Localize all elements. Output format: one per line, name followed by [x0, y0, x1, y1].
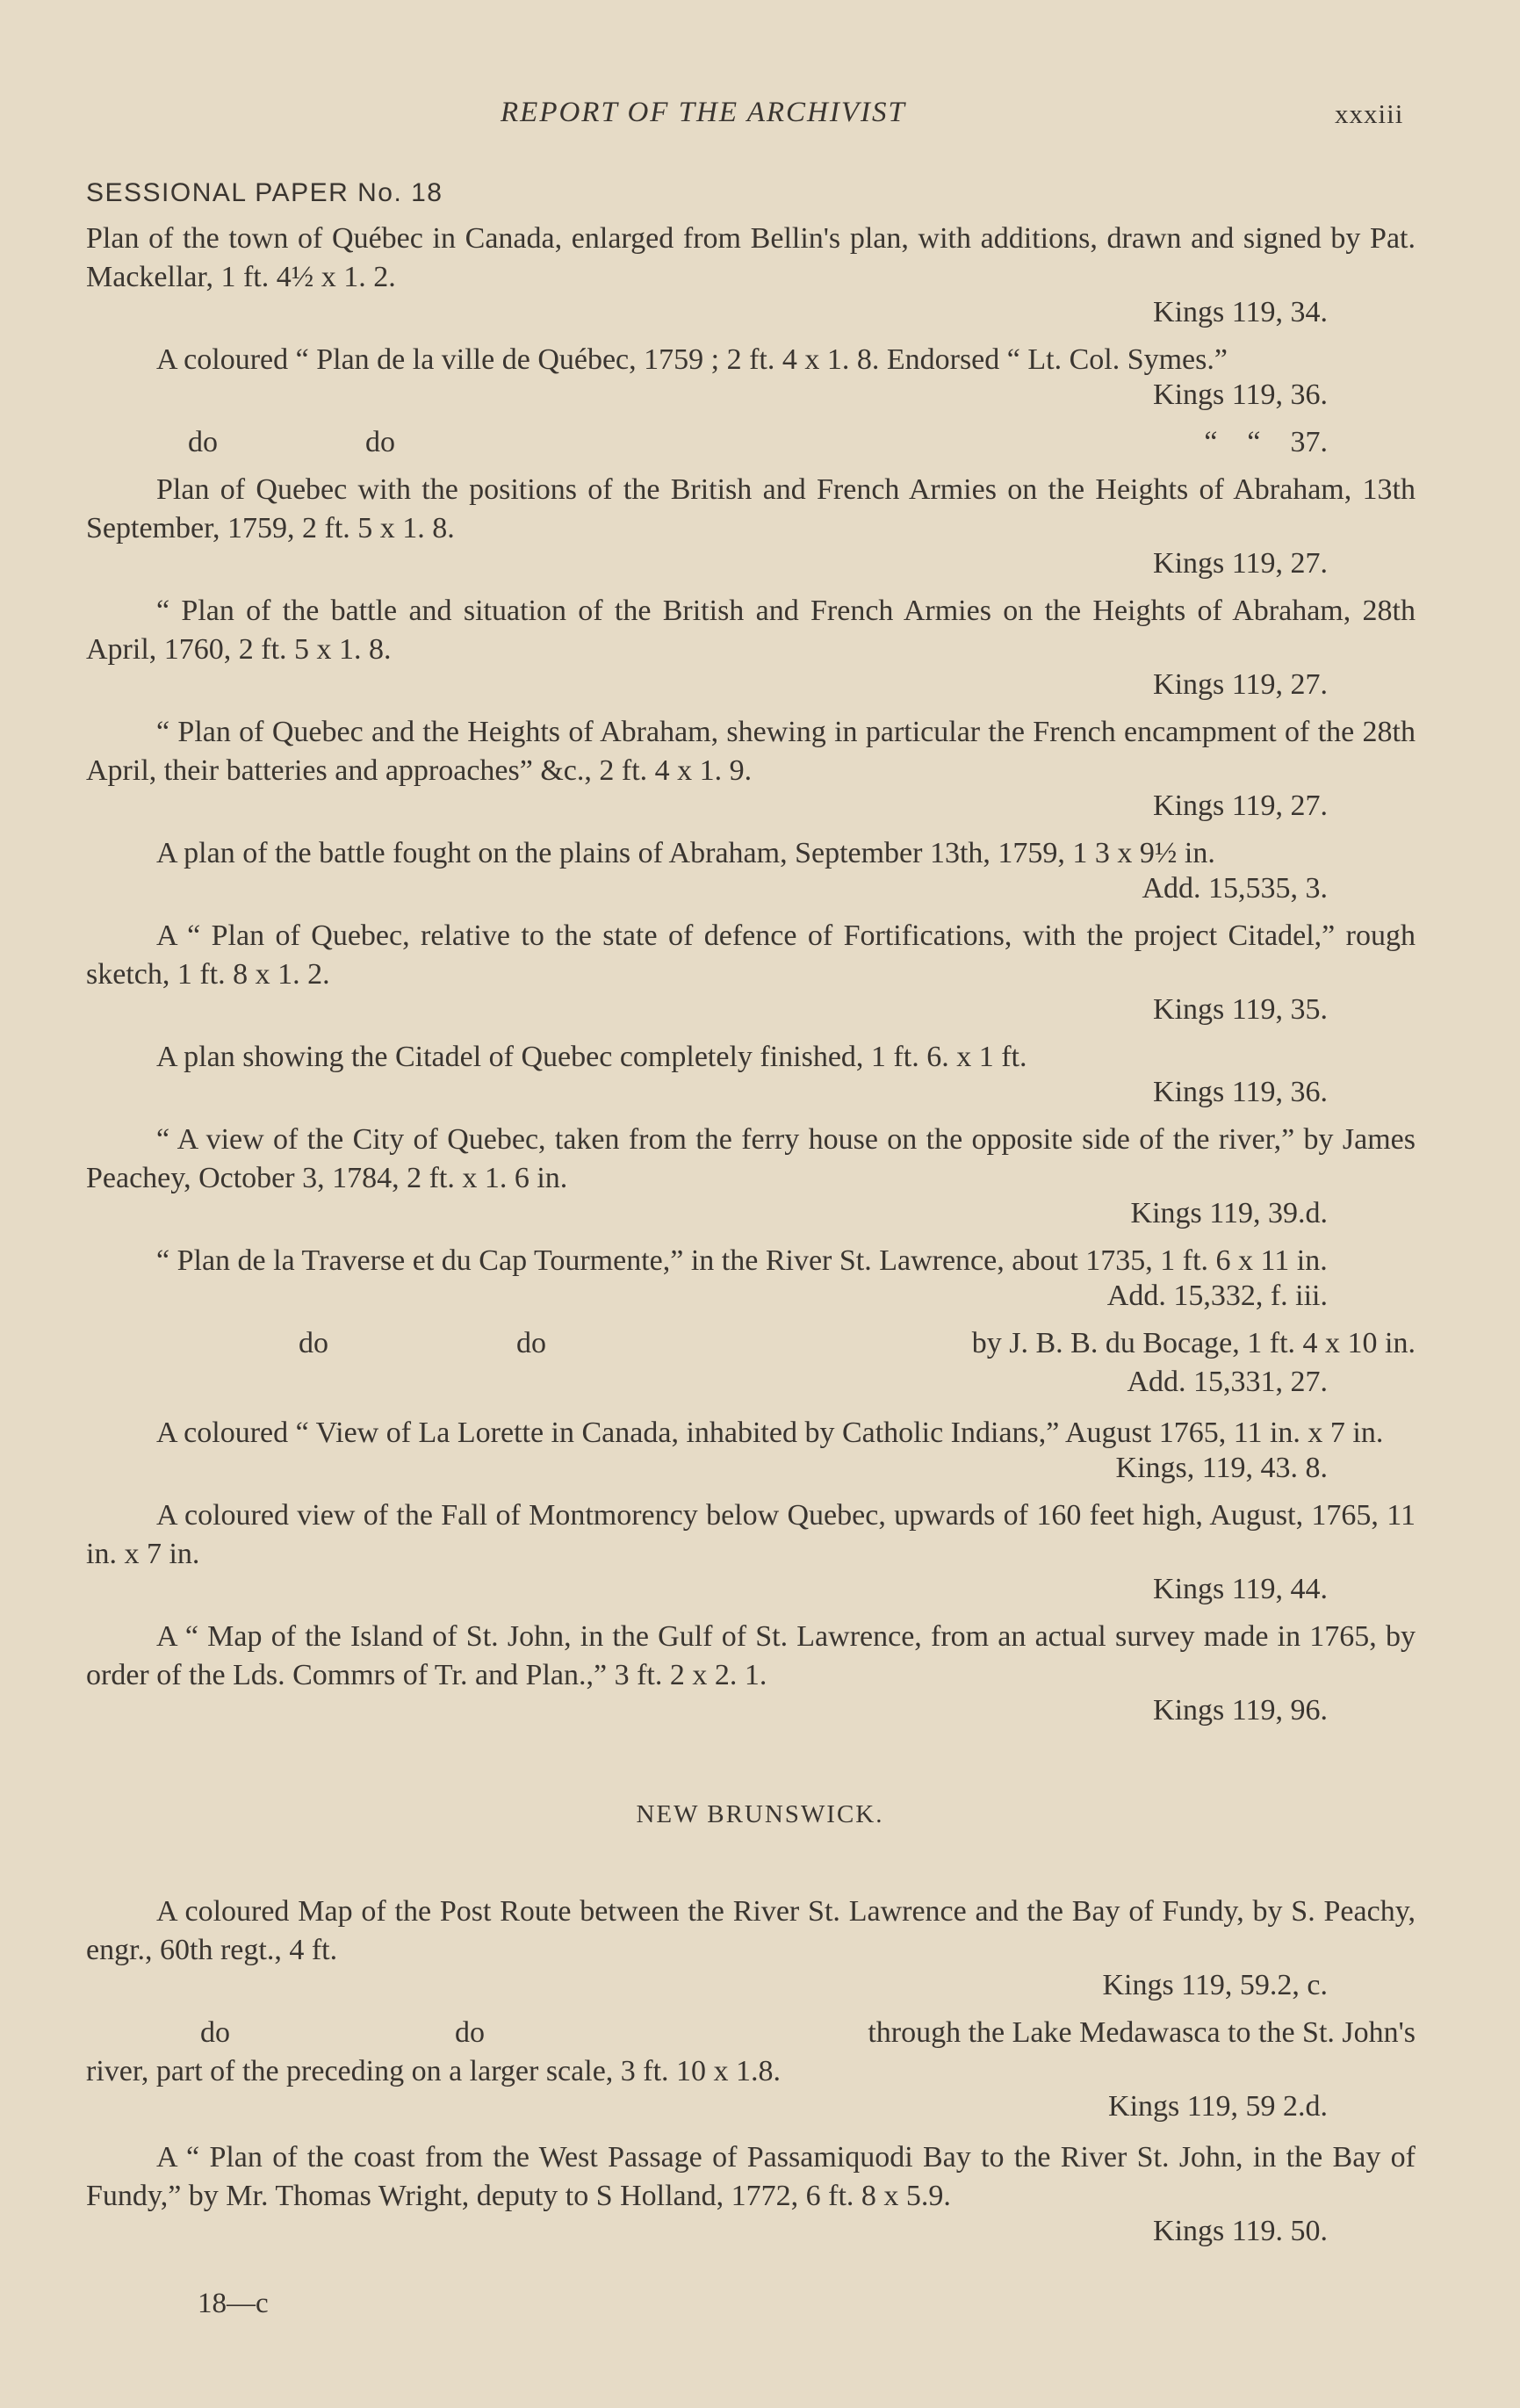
entry-reference: Kings, 119, 43. 8. — [1115, 1452, 1328, 1484]
entry-description: “ Plan of the battle and situation of the British and French Armies on the Heights of Abraham, 28th April, 1760, 2 ft. 5 x 1. 8. — [86, 595, 1416, 666]
entry-description: by J. B. B. du Bocage, 1 ft. 4 x 10 in. — [971, 1327, 1416, 1359]
entry-reference: Kings 119, 96. — [1153, 1694, 1328, 1727]
section-heading: NEW BRUNSWICK. — [636, 1800, 884, 1828]
entry-reference: Add. 15,332, f. iii. — [1106, 1280, 1328, 1312]
catalogue-entry — [86, 1121, 1416, 1233]
catalogue-entry — [86, 471, 1416, 583]
entry-description: A “ Plan of Quebec, relative to the state of defence of Fortifications, with the project Citadel,” rough sketch, 1 ft. 8 x 1. 2. — [86, 919, 1416, 991]
catalogue-entry — [86, 1038, 1416, 1112]
catalogue-entry — [86, 220, 1416, 332]
entry-reference: Kings 119. 50. — [1153, 2215, 1328, 2247]
entry-description: A “ Plan of the coast from the West Passage of Passamiquodi Bay to the River St. John, in the Bay of Fundy,” by Mr. Thomas Wright, deputy to S Holland, 1772, 6 ft. 8 x 5.9. — [86, 2141, 1416, 2212]
entry-description: A “ Map of the Island of St. John, in the Gulf of St. Lawrence, from an actual survey made in 1765, by order of the Lds. Commrs of Tr. and Plan.,” 3 ft. 2 x 2. 1. — [86, 1620, 1416, 1691]
entry-description: Plan of the town of Québec in Canada, enlarged from Bellin's plan, with additions, drawn and signed by Pat. Mackellar, 1 ft. 4½ x 1. 2. — [86, 222, 1416, 293]
new-brunswick-entries — [86, 1893, 1416, 2260]
page-number: xxxiii — [1335, 98, 1404, 129]
catalogue-entry — [86, 1496, 1416, 1609]
entry-description: through the Lake Medawasca to the St. John's — [868, 2016, 1416, 2049]
entry-description: A coloured “ Plan de la ville de Québec, 1759 ; 2 ft. 4 x 1. 8. Endorsed “ Lt. Col. Symes.” — [156, 343, 1228, 376]
entry-reference: Kings 119, 59.2, c. — [1102, 1969, 1328, 2001]
entry-description: A plan of the battle fought on the plains of Abraham, September 13th, 1759, 1 3 x 9½ in. — [156, 837, 1215, 869]
catalogue-entry — [86, 1414, 1416, 1488]
entry-reference: Kings 119, 39.d. — [1130, 1197, 1328, 1229]
catalogue-entry — [86, 592, 1416, 704]
ditto-mark: do — [516, 1327, 546, 1359]
entry-description: “ Plan of Quebec and the Heights of Abraham, shewing in particular the French encampment of the 28th April, their batteries and approaches” &c., 2 ft. 4 x 1. 9. — [86, 716, 1416, 787]
catalogue-entry — [86, 917, 1416, 1029]
entry-reference: Kings 119, 36. — [1153, 379, 1328, 411]
ditto-mark: do — [299, 1327, 328, 1359]
catalogue-entry — [86, 2138, 1416, 2251]
catalogue-entry — [86, 1618, 1416, 1730]
quebec-entries — [86, 220, 1416, 1739]
catalogue-entry — [86, 1893, 1416, 2005]
signature-mark: 18—c — [198, 2288, 269, 2319]
entry-description: A plan showing the Citadel of Quebec completely finished, 1 ft. 6. x 1 ft. — [156, 1041, 1027, 1073]
ditto-entry — [86, 423, 1416, 462]
entry-reference: Add. 15,535, 3. — [1142, 872, 1328, 905]
entry-reference: Kings 119, 35. — [1153, 993, 1328, 1026]
entry-reference: Add. 15,331, 27. — [1127, 1366, 1328, 1398]
entry-reference: Kings 119, 27. — [1153, 547, 1328, 580]
ditto-entry — [86, 1324, 1416, 1363]
ditto-mark: do — [188, 426, 218, 458]
catalogue-entry — [86, 834, 1416, 908]
entry-reference: Kings 119, 44. — [1153, 1573, 1328, 1605]
running-title: REPORT OF THE ARCHIVIST — [501, 97, 906, 128]
entry-description: A coloured “ View of La Lorette in Canada, inhabited by Catholic Indians,” August 1765, 11 in. x 7 in. — [156, 1417, 1384, 1449]
catalogue-entry — [86, 713, 1416, 825]
entry-reference: Kings 119, 27. — [1153, 789, 1328, 822]
ditto-mark: do — [365, 426, 395, 458]
entry-description: Plan of Quebec with the positions of the British and French Armies on the Heights of Abraham, 13th September, 1759, 2 ft. 5 x 1. 8. — [86, 473, 1416, 544]
entry-reference: Kings 119, 36. — [1153, 1076, 1328, 1108]
entry-description: A coloured Map of the Post Route between the River St. Lawrence and the Bay of Fundy, by S. Peachy, engr., 60th regt., 4 ft. — [86, 1895, 1416, 1966]
entry-description-continued: river, part of the preceding on a larger scale, 3 ft. 10 x 1.8. — [86, 2055, 782, 2087]
entry-description: A coloured view of the Fall of Montmorency below Quebec, upwards of 160 feet high, August, 1765, 11 in. x 7 in. — [86, 1499, 1416, 1570]
catalogue-entry — [86, 1242, 1416, 1316]
ditto-entry — [86, 2014, 1416, 2052]
catalogue-entry — [86, 341, 1416, 415]
entry-reference: Kings 119, 27. — [1153, 668, 1328, 701]
entry-description: “ Plan de la Traverse et du Cap Tourmente,” in the River St. Lawrence, about 1735, 1 ft. 6 x 11 in. — [156, 1244, 1328, 1277]
ditto-mark: do — [455, 2016, 485, 2049]
sessional-paper-label: SESSIONAL PAPER No. 18 — [86, 178, 443, 207]
entry-reference: Kings 119, 34. — [1153, 296, 1328, 328]
ditto-mark: do — [200, 2016, 230, 2049]
entry-reference: Kings 119, 59 2.d. — [1108, 2090, 1328, 2123]
entry-description: “ A view of the City of Quebec, taken from the ferry house on the opposite side of the river,” by James Peachey, October 3, 1784, 2 ft. x 1. 6 in. — [86, 1123, 1416, 1194]
running-head — [0, 97, 1520, 141]
entry-reference: “ “ 37. — [1204, 426, 1328, 458]
